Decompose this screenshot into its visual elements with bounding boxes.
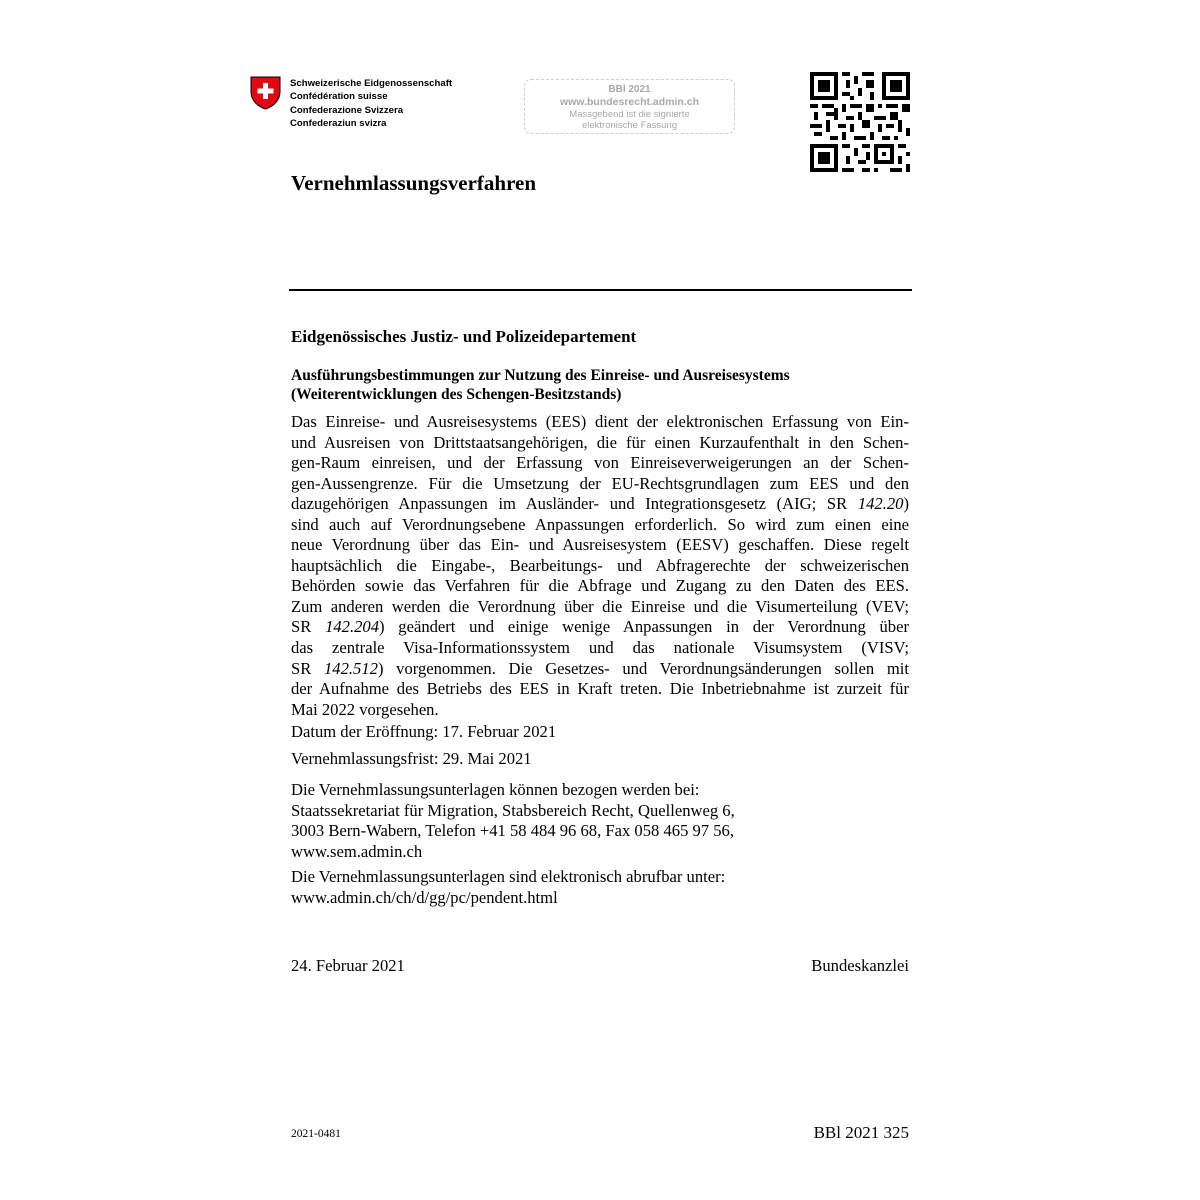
body-line: [291, 494, 909, 515]
body-line: gen-Raum einreisen, und der Erfassung von Einreiseverweigerungen an der Schen-: [291, 453, 909, 473]
body-line: Mai 2022 vorgesehen.: [291, 699, 439, 719]
body-paragraph: [291, 412, 909, 720]
sr-number: 142.20: [857, 494, 904, 514]
documents-source: [291, 780, 735, 862]
electronic-access: [291, 867, 725, 908]
opening-date: Datum der Eröffnung: 17. Februar 2021: [291, 722, 557, 741]
body-line: Behörden sowie das Verfahren für die Abfrage und Zugang zu den Daten des EES.: [291, 576, 909, 596]
qr-code-icon: [810, 72, 910, 172]
body-line: das zentrale Visa-Informationssystem und das nationale Visumsystem (VISV;: [291, 638, 909, 658]
stamp-line-1: BBl 2021: [608, 84, 651, 95]
body-line: und Ausreisen von Drittstaatsangehörigen, die für einen Kurzaufenthalt in den Schen-: [291, 432, 909, 452]
documents-address-line-1: Staatssekretariat für Migration, Stabsbereich Recht, Quellenweg 6,: [291, 800, 735, 820]
stamp-line-2: www.bundesrecht.admin.ch: [559, 96, 700, 108]
electronic-url: www.admin.ch/ch/d/gg/pc/pendent.html: [291, 887, 558, 907]
subject-line-1: Ausführungsbestimmungen zur Nutzung des Einreise- und Ausreisesystems: [291, 367, 790, 384]
confederation-names: [290, 77, 452, 131]
sr-number: 142.204: [325, 617, 379, 637]
title-divider: [289, 289, 912, 291]
electronic-intro: Die Vernehmlassungsunterlagen sind elektronisch abrufbar unter:: [291, 867, 726, 886]
document-number: 2021-0481: [291, 1128, 341, 1140]
body-text-segment: ) vorgenommen. Die Gesetzes- und Verordnungsänderungen sollen mit: [377, 658, 910, 678]
consultation-deadline: Vernehmlassungsfrist: 29. Mai 2021: [291, 749, 532, 768]
documents-website: www.sem.admin.ch: [291, 841, 423, 861]
body-line: Zum anderen werden die Verordnung über die Einreise und die Visumerteilung (VEV;: [291, 596, 909, 616]
documents-address-line-2: 3003 Bern-Wabern, Telefon +41 58 484 96 68, Fax 058 465 97 56,: [291, 821, 734, 840]
body-line: hauptsächlich die Eingabe-, Bearbeitungs- und Abfragerechte der schweizerischen: [291, 555, 909, 575]
confederation-name-it: Confederazione Svizzera: [290, 104, 404, 116]
body-text-segment: ) geändert und einige wenige Anpassungen in der Verordnung über: [379, 617, 909, 637]
body-text-segment: dazugehörigen Anpassungen im Ausländer- und Integrationsgesetz (AIG; SR: [291, 494, 858, 514]
document-title: Vernehmlassungsverfahren: [291, 171, 537, 195]
body-line: [291, 617, 909, 638]
body-line: Das Einreise- und Ausreisesystems (EES) dient der elektronischen Erfassung von Ein-: [291, 412, 909, 431]
subject-line-2: (Weiterentwicklungen des Schengen-Besitzstands): [291, 386, 622, 403]
body-text-segment: ): [903, 494, 909, 514]
department-heading: Eidgenössisches Justiz- und Polizeidepartement: [291, 327, 637, 346]
stamp-line-3: Massgebend ist die signierte: [569, 109, 690, 120]
body-line: der Aufnahme des Betriebs des EES in Kraft treten. Die Inbetriebnahme ist zurzeit für: [291, 679, 909, 699]
body-line: gen-Aussengrenze. Für die Umsetzung der EU-Rechtsgrundlagen zum EES und den: [291, 473, 909, 493]
publication-stamp: [524, 79, 735, 134]
bbl-reference: BBl 2021 325: [813, 1123, 909, 1142]
documents-intro: Die Vernehmlassungsunterlagen können bezogen werden bei:: [291, 780, 700, 799]
publication-date: 24. Februar 2021: [291, 956, 405, 975]
subject-heading: [291, 366, 911, 404]
confederation-name-fr: Confédération suisse: [290, 91, 388, 103]
body-line: [291, 659, 909, 680]
confederation-name-rm: Confederaziun svizra: [290, 118, 387, 130]
body-line: neue Verordnung über das Ein- und Ausreisesystem (EESV) geschaffen. Diese regelt: [291, 535, 909, 555]
body-text-segment: SR: [291, 617, 326, 637]
confederation-logo: [250, 76, 490, 136]
stamp-line-4: elektronische Fassung: [581, 120, 678, 131]
confederation-name-de: Schweizerische Eidgenossenschaft: [290, 78, 453, 89]
issuer: Bundeskanzlei: [811, 956, 909, 975]
body-line: sind auch auf Verordnungsebene Anpassungen erforderlich. So wird zum einen eine: [291, 514, 909, 534]
swiss-shield-icon: [250, 76, 281, 110]
sr-number: 142.512: [324, 658, 378, 678]
body-text-segment: SR: [291, 658, 324, 678]
